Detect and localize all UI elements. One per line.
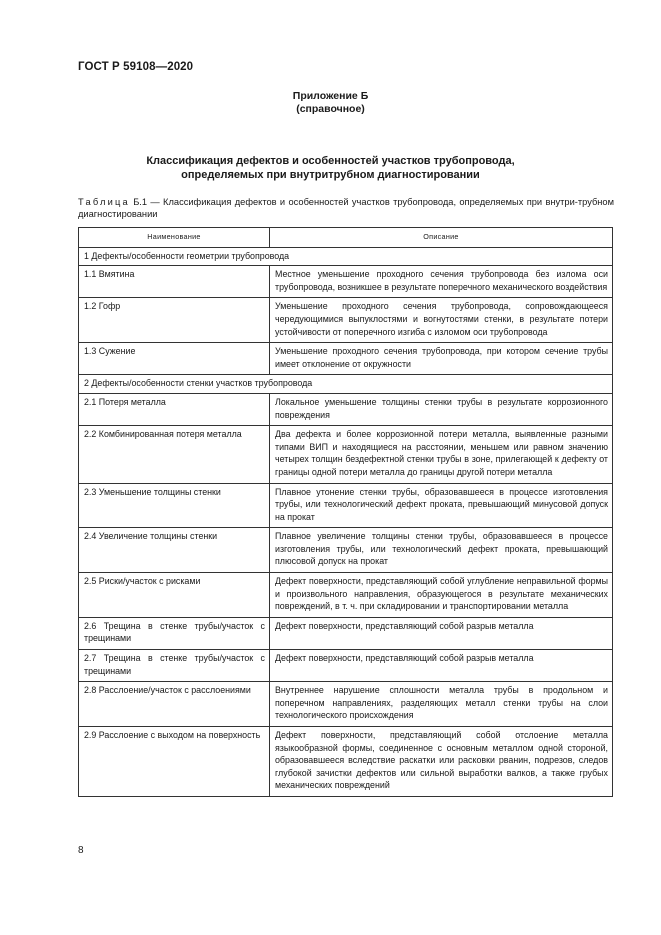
- table-row: [79, 650, 613, 682]
- column-header-name: Наименование: [79, 228, 270, 248]
- table-row: [79, 727, 613, 797]
- table-caption-text: Б.1 — Классификация дефектов и особенностей участков трубопровода, определяемых при внутри-трубном диагностировании: [78, 197, 614, 219]
- defect-description: Дефект поверхности, представляющий собой углубление неправильной формы и произвольного направления, образующегося в результате механических повреждений, в т. ч. при складировании и транспортировании металла: [270, 573, 613, 618]
- defect-name: 1.3 Сужение: [79, 343, 270, 375]
- doc-code: ГОСТ Р 59108—2020: [78, 61, 194, 73]
- defect-description: Уменьшение проходного сечения трубопровода, сопровождающееся чередующимися выпуклостями и вогнутостями стенки, в результате потери устойчивости от поперечного изгиба с изломом оси трубопровода: [270, 298, 613, 343]
- defect-description: Дефект поверхности, представляющий собой отслоение металла языкообразной формы, соединенное с основным металлом одной стороной, образовавшееся вследствие раскатки или расковки рванин, подрезов, следов глубокой зачистки дефектов или сильной выработки валков, а также грубых механических повреждений: [270, 727, 613, 797]
- defect-description: Местное уменьшение проходного сечения трубопровода без излома оси трубопровода, возникшее в результате поперечного механического воздействия: [270, 266, 613, 298]
- column-header-description: Описание: [270, 228, 613, 248]
- table-row: [79, 266, 613, 298]
- table-row: [79, 343, 613, 375]
- defect-name: 2.1 Потеря металла: [79, 393, 270, 425]
- table-caption-label: Таблица: [78, 197, 130, 207]
- group-title: 2 Дефекты/особенности стенки участков трубопровода: [79, 375, 613, 394]
- defect-name: 2.4 Увеличение толщины стенки: [79, 528, 270, 573]
- defect-name: 2.7 Трещина в стенке трубы/участок с трещинами: [79, 650, 270, 682]
- appendix-title: Приложение Б: [292, 90, 369, 102]
- defect-name: 2.6 Трещина в стенке трубы/участок с трещинами: [79, 617, 270, 649]
- table-row: [79, 426, 613, 483]
- table-row: [79, 393, 613, 425]
- table-caption: [78, 196, 614, 220]
- defect-name: 1.2 Гофр: [79, 298, 270, 343]
- defect-description: Два дефекта и более коррозионной потери металла, выявленные разными типами ВИП и находящиеся на расстоянии, меньшем или равном значению четырех толщин бездефектной стенки трубы в зоне, прилегающей к дефекту от границы одной потери металла до границы другой потери металла: [270, 426, 613, 483]
- defect-name: 2.9 Расслоение с выходом на поверхность: [79, 727, 270, 797]
- appendix-subtitle: (справочное): [296, 103, 365, 115]
- table-row: [79, 573, 613, 618]
- main-title-line-1: Классификация дефектов и особенностей участков трубопровода,: [146, 155, 515, 167]
- table-header-row: [79, 228, 613, 248]
- defects-table: [78, 227, 613, 797]
- main-title-line-2: определяемых при внутритрубном диагностировании: [181, 169, 480, 181]
- defect-description: Плавное утонение стенки трубы, образовавшееся в процессе изготовления трубы, или технологический дефект проката, превышающий минусовой допуск на прокат: [270, 483, 613, 528]
- page-number: 8: [78, 845, 84, 856]
- group-row: [79, 247, 613, 266]
- table-row: [79, 682, 613, 727]
- group-title: 1 Дефекты/особенности геометрии трубопровода: [79, 247, 613, 266]
- table-row: [79, 617, 613, 649]
- group-row: [79, 375, 613, 394]
- main-title: [0, 154, 661, 182]
- defect-description: Внутреннее нарушение сплошности металла трубы в продольном и поперечном направлениях, разделяющих металл стенки трубы на слои технологического происхождения: [270, 682, 613, 727]
- table-row: [79, 298, 613, 343]
- table-row: [79, 483, 613, 528]
- defect-name: 1.1 Вмятина: [79, 266, 270, 298]
- defect-name: 2.3 Уменьшение толщины стенки: [79, 483, 270, 528]
- defect-name: 2.8 Расслоение/участок с расслоениями: [79, 682, 270, 727]
- defect-description: Дефект поверхности, представляющий собой разрыв металла: [270, 650, 613, 682]
- defect-description: Локальное уменьшение толщины стенки трубы в результате коррозионного повреждения: [270, 393, 613, 425]
- defect-description: Плавное увеличение толщины стенки трубы, образовавшееся в процессе изготовления трубы, или технологический дефект проката, превышающий плюсовой допуск на прокат: [270, 528, 613, 573]
- defect-description: Дефект поверхности, представляющий собой разрыв металла: [270, 617, 613, 649]
- defect-name: 2.5 Риски/участок с рисками: [79, 573, 270, 618]
- appendix-heading: [0, 90, 661, 116]
- defect-description: Уменьшение проходного сечения трубопровода, при котором сечение трубы имеет отклонение от окружности: [270, 343, 613, 375]
- table-row: [79, 528, 613, 573]
- defect-name: 2.2 Комбинированная потеря металла: [79, 426, 270, 483]
